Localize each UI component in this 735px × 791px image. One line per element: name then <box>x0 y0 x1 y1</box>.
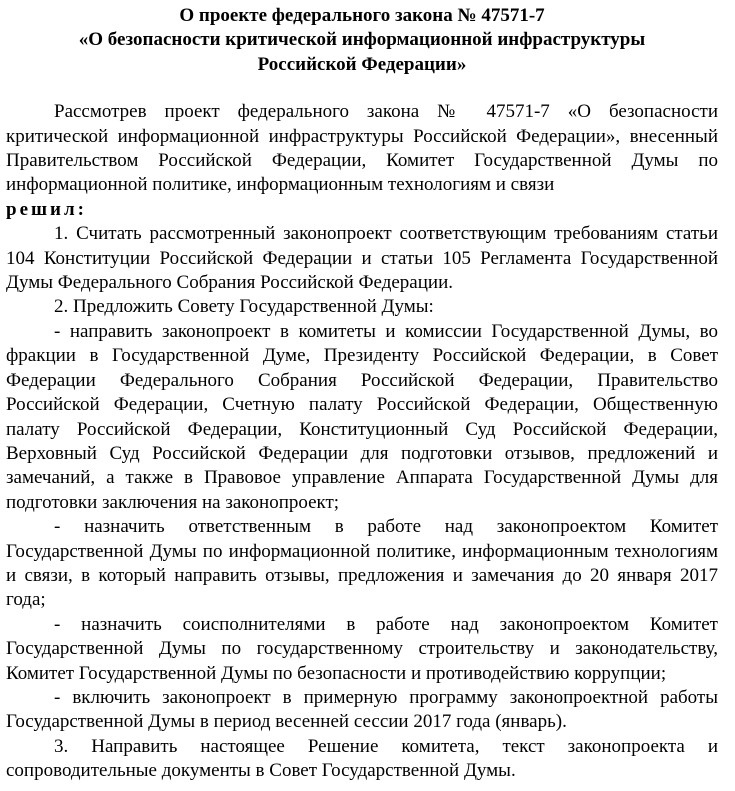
subitem-responsible-paragraph: - назначить ответственным в работе над законопроектом Комитет Государственной Думы по информационной политике, информационным технологиям и связи, в который направить отзывы, предложения и замечания до 20 января 2017 года; <box>6 516 718 611</box>
title-line-2: «О безопасности критической информационной инфраструктуры <box>78 29 646 51</box>
item-1-paragraph: 1. Считать рассмотренный законопроект соответствующим требованиям статьи 104 Конституции Российской Федерации и статьи 105 Регламента Государственной Думы Федерального Собрания Российской Федерации. <box>6 223 718 294</box>
decision-word: решил: <box>6 198 87 220</box>
subitem-coexecutors-paragraph: - назначить соисполнителями в работе над законопроектом Комитет Государственной Думы по государственному строительству и законодательству, Комитет Государственной Думы по безопасности и противодействию коррупции; <box>6 613 718 684</box>
subitem-program-paragraph: - включить законопроект в примерную программу законопроектной работы Государственной Думы в период весенней сессии 2017 года (январь). <box>6 686 718 733</box>
item-2-paragraph: 2. Предложить Совету Государственной Думы: <box>54 296 434 318</box>
title-line-3: Российской Федерации» <box>257 53 467 75</box>
document-title <box>6 4 718 77</box>
subitem-send-paragraph: - направить законопроект в комитеты и комиссии Государственной Думы, во фракции в Государственной Думе, Президенту Российской Федерации, в Совет Федерации Федерального Собрания Российской Федерации, Правительство Российской Федерации, Счетную палату Российской Федерации, Общественную палату Российской Федерации, Конституционный Суд Российской Федерации, Верховный Суд Российской Федерации для подготовки отзывов, предложений и замечаний, а также в Правовое управление Аппарата Государственной Думы для подготовки заключения на законопроект; <box>6 320 718 513</box>
intro-paragraph: Рассмотрев проект федерального закона № 47571-7 «О безопасности критической информационной инфраструктуры Российской Федерации», внесенный Правительством Российской Федерации, Комитет Государственной Думы по информационной политике, информационным технологиям и связи <box>6 101 718 196</box>
title-line-1: О проекте федерального закона № 47571-7 <box>179 5 545 26</box>
item-3-paragraph: 3. Направить настоящее Решение комитета, текст законопроекта и сопроводительные документы в Совет Государственной Думы. <box>6 735 718 782</box>
document-page <box>6 4 718 784</box>
